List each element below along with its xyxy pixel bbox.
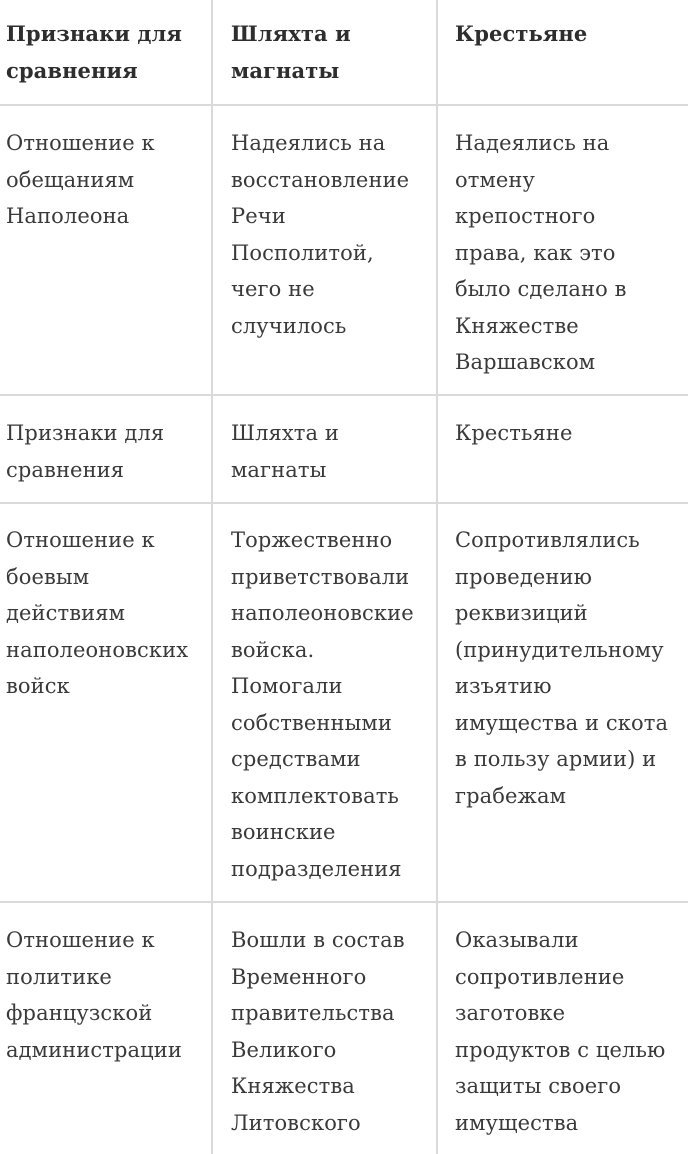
row-divider: [0, 394, 688, 396]
header-cell-peasants: Крестьяне: [455, 21, 588, 46]
table-cell: Крестьяне: [455, 421, 573, 445]
header-cell-criteria: Признаки для сравнения: [6, 21, 183, 83]
row-divider: [0, 502, 688, 504]
row-divider: [0, 901, 688, 903]
table-cell: Оказывали сопротивление заготовке продуктов с целью защиты своего имущества: [455, 928, 666, 1135]
row-divider: [0, 104, 688, 106]
table-cell: Вошли в состав Временного правительства Великого Княжества Литовского: [231, 928, 405, 1135]
column-divider: [211, 0, 213, 1154]
table-cell: Надеялись на отмену крепостного права, как это было сделано в Княжестве Варшавском: [455, 131, 627, 374]
table-cell: Торжественно приветствовали наполеоновские войска. Помогали собственными средствами комплектовать воинские подразделения: [231, 528, 414, 881]
table-cell: Надеялись на восстановление Речи Посполитой, чего не случилось: [231, 131, 410, 338]
table-cell: Отношение к политике французской администрации: [6, 928, 182, 1062]
header-cell-nobility: Шляхта и магнаты: [231, 21, 351, 83]
table-cell: Шляхта и магнаты: [231, 421, 340, 482]
table-cell: Отношение к обещаниям Наполеона: [6, 131, 155, 228]
column-divider: [436, 0, 438, 1154]
table-cell: Отношение к боевым действиям наполеоновских войск: [6, 528, 189, 698]
table-cell: Сопротивлялись проведению реквизиций (принудительному изъятию имущества и скота в пользу армии) и грабежам: [455, 528, 669, 808]
table-cell: Признаки для сравнения: [6, 421, 165, 482]
